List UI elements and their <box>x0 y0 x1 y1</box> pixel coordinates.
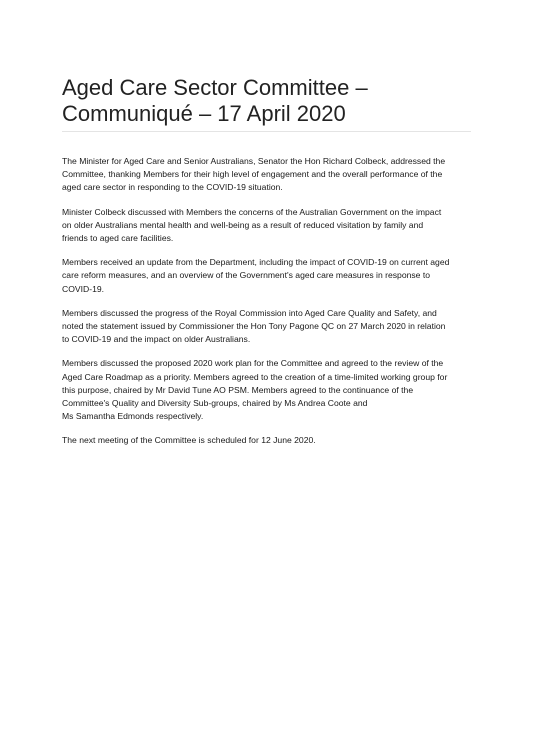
paragraph-minister-address <box>62 155 472 195</box>
text-line: Committee, thanking Members for their high level of engagement and the overall performance of the <box>62 169 443 180</box>
text-line: Aged Care Roadmap as a priority. Members agreed to the creation of a time-limited working group for <box>62 371 448 382</box>
text-line: to COVID-19 and the impact on older Australians. <box>62 334 251 345</box>
paragraph-work-plan <box>62 357 472 423</box>
title-line: Aged Care Sector Committee – <box>62 75 368 100</box>
text-line: Members discussed the proposed 2020 work plan for the Committee and agreed to the review of the <box>62 358 444 369</box>
paragraph-next-meeting <box>62 434 472 447</box>
title-line: Communiqué – 17 April 2020 <box>62 101 346 126</box>
paragraph-department-update <box>62 256 472 296</box>
text-line: The next meeting of the Committee is scheduled for 12 June 2020. <box>62 435 316 446</box>
text-line: COVID-19. <box>62 283 105 294</box>
text-line: Ms Samantha Edmonds respectively. <box>62 411 204 422</box>
text-line: The Minister for Aged Care and Senior Australians, Senator the Hon Richard Colbeck, addressed the <box>62 156 446 166</box>
title-divider <box>62 131 471 132</box>
text-line: friends to aged care facilities. <box>62 233 174 244</box>
text-line: on older Australians mental health and well-being as a result of reduced visitation by family and <box>62 219 424 230</box>
paragraph-mental-health <box>62 206 472 246</box>
text-line: Minister Colbeck discussed with Members the concerns of the Australian Government on the impact <box>62 206 442 217</box>
text-line: noted the statement issued by Commissioner the Hon Tony Pagone QC on 27 March 2020 in relation <box>62 321 446 332</box>
text-line: Members received an update from the Department, including the impact of COVID-19 on current aged <box>62 257 450 268</box>
text-line: aged care sector in responding to the COVID-19 situation. <box>62 182 283 193</box>
text-line: care reform measures, and an overview of the Government's aged care measures in response to <box>62 270 431 281</box>
page-title <box>62 75 482 127</box>
communique-body <box>62 155 472 459</box>
paragraph-royal-commission <box>62 307 472 347</box>
text-line: Committee's Quality and Diversity Sub-groups, chaired by Ms Andrea Coote and <box>62 398 368 409</box>
text-line: Members discussed the progress of the Royal Commission into Aged Care Quality and Safety, and <box>62 307 437 318</box>
text-line: this purpose, chaired by Mr David Tune AO PSM. Members agreed to the continuance of the <box>62 384 414 395</box>
